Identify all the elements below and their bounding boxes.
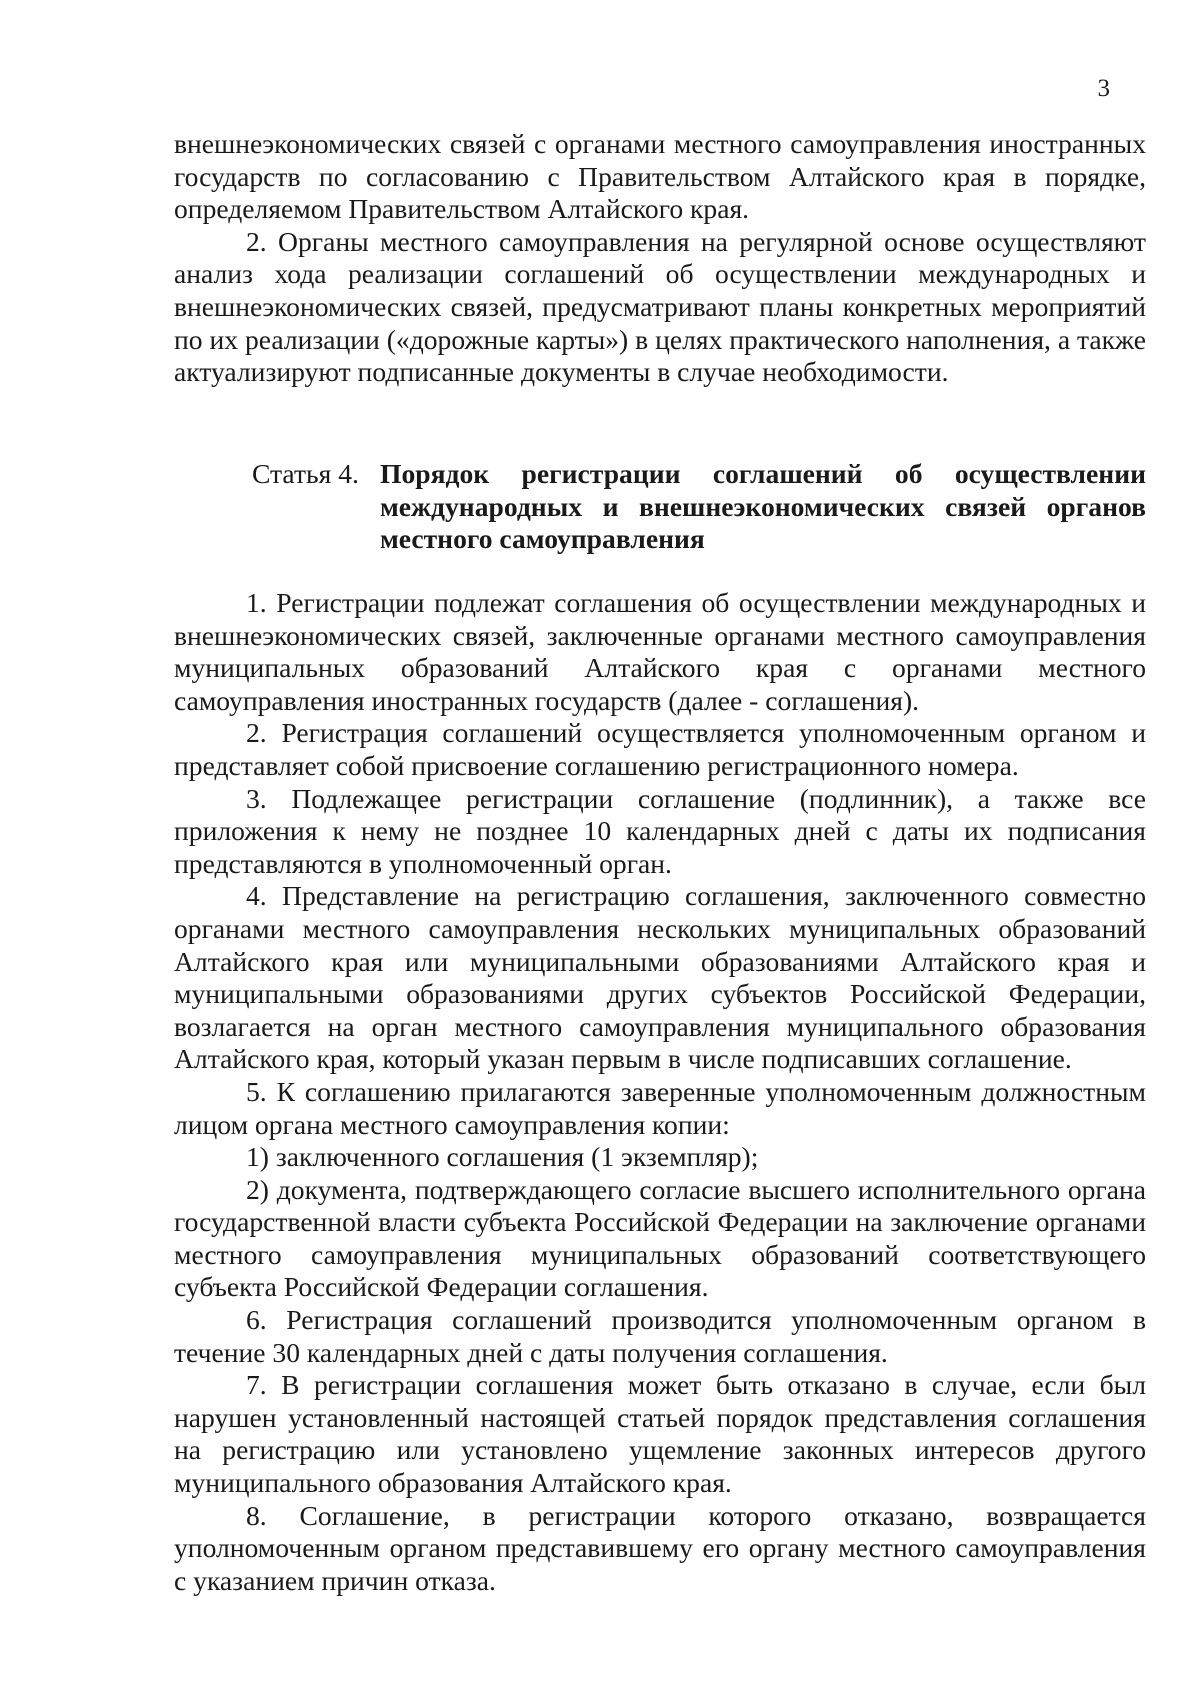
article-paragraph-1: 1. Регистрации подлежат соглашения об осуществлении международных и внешнеэкономических связей, заключенные органами местного самоуправления муниципальных образований Алтайского края с органами местного самоуправления иностранных государств (далее - соглашения). [174,587,1146,716]
article-paragraph-4: 4. Представление на регистрацию соглашения, заключенного совместно органами местного самоуправления нескольких муниципальных образований Алтайского края или муниципальными образованиями Алтайского края и муниципальными образованиями других субъектов Российской Федерации, возлагается на орган местного самоуправления муниципального образования Алтайского края, который указан первым в числе подписавших соглашение. [174,880,1146,1075]
article-subitem-1: 1) заключенного соглашения (1 экземпляр); [246,1141,759,1173]
page-number: 3 [1097,75,1110,102]
article-body [174,587,1146,1597]
article-paragraph-3: 3. Подлежащее регистрации соглашение (подлинник), а также все приложения к нему не позднее 10 календарных дней с даты их подписания представляются в уполномоченный орган. [174,782,1146,879]
article-paragraph-8: 8. Соглашение, в регистрации которого отказано, возвращается уполномоченным органом представившему его органу местного самоуправления с указанием причин отказа. [174,1499,1146,1596]
article-title: Порядок регистрации соглашений об осуществлении международных и внешнеэкономических связей органов местного самоуправления [380,458,1146,555]
article-heading [252,458,1146,556]
article-paragraph-5: 5. К соглашению прилагаются заверенные уполномоченным должностным лицом органа местного самоуправления копии: [174,1075,1146,1140]
article-subitem-2: 2) документа, подтверждающего согласие высшего исполнительного органа государственной власти субъекта Российской Федерации на заключение органами местного самоуправления муниципальных образований соответствующего субъекта Российской Федерации соглашения. [174,1173,1146,1303]
article-paragraph-6: 6. Регистрация соглашений производится уполномоченным органом в течение 30 календарных дней с даты получения соглашения. [174,1304,1146,1368]
paragraph-item-2: 2. Органы местного самоуправления на регулярной основе осуществляют анализ хода реализации соглашений об осуществлении международных и внешнеэкономических связей, предусматривают планы конкретных мероприятий по их реализации («дорожные карты») в целях практического наполнения, а также актуализируют подписанные документы в случае необходимости. [174,225,1146,388]
article-paragraph-2: 2. Регистрация соглашений осуществляется уполномоченным органом и представляет собой присвоение соглашению регистрационного номера. [174,717,1146,781]
continuation-paragraph: внешнеэкономических связей с органами местного самоуправления иностранных государств по согласованию с Правительством Алтайского края в порядке, определяемом Правительством Алтайского края. [174,128,1146,225]
article-label: Статья 4. [252,458,359,489]
article-paragraph-7: 7. В регистрации соглашения может быть отказано в случае, если был нарушен установленный настоящей статьей порядок представления соглашения на регистрацию или установлено ущемление законных интересов другого муниципального образования Алтайского края. [174,1369,1146,1499]
intro-section [174,128,1146,389]
